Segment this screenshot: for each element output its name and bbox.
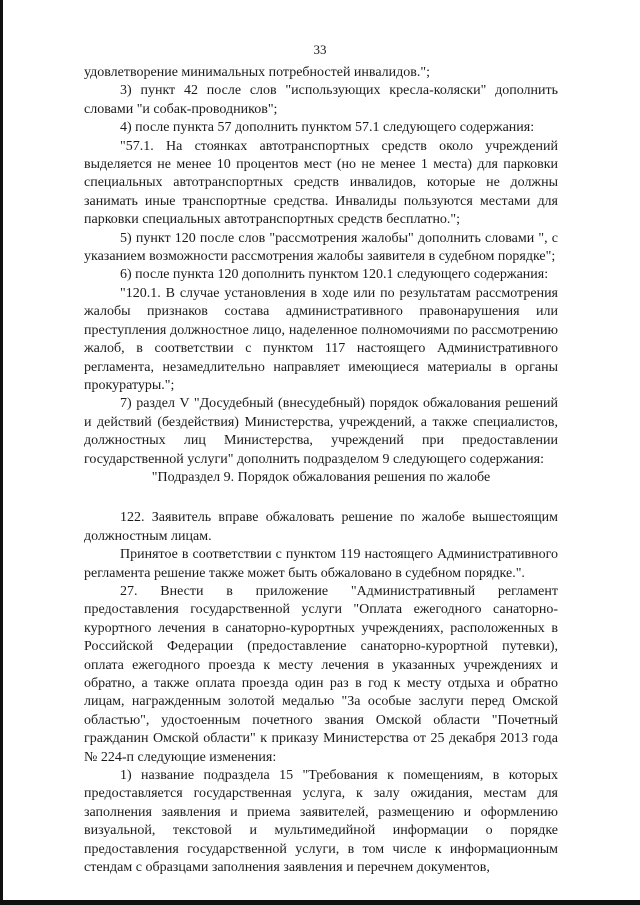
paragraph-item-27: 27. Внести в приложение "Административный регламент предоставления государственной услуги "Оплата ежегодного санаторно-курортного лечения в санаторно-курортных учреждениях, расположенных в Российской Федерации (предоставление санаторно-курортной путевки), оплата ежегодного проезда к месту лечения в указанных учреждениях и обратно, а также оплата проезда один раз в год к месту отдыха и обратно лицам, награжденным золотой медалью "За особые заслуги перед Омской областью", удостоенным почетного звания Омской области "Почетный гражданин Омской области" к приказу Министерства от 25 декабря 2013 года № 224-п следующие изменения: <box>84 583 558 765</box>
page-number: 33 <box>313 42 327 57</box>
paragraph-item-7: 7) раздел V "Досудебный (внесудебный) порядок обжалования решений и действий (бездействия) Министерства, учреждений, а также специалистов, должностных лиц Министерства, учреждений при предоставлении государственной услуги" дополнить подразделом 9 следующего содержания: <box>84 396 558 467</box>
paragraph-subitem-1: 1) название подраздела 15 "Требования к помещениям, в которых предоставляется государственная услуга, к залу ожидания, местам для заполнения заявления и приема заявителей, размещению и оформлению визуальной, текстовой и мультимедийной информации о порядке предоставления государственной услуги, в том числе к информационным стендам с образцами заполнения заявления и перечнем документов, <box>84 768 558 876</box>
paragraph-clause-122: 122. Заявитель вправе обжаловать решение по жалобе вышестоящим должностным лицам. <box>84 510 558 544</box>
paragraph-decision-appeal: Принятое в соответствии с пунктом 119 настоящего Административного регламента решение также может быть обжаловано в судебном порядке.". <box>84 547 558 581</box>
paragraph-clause-57-1: "57.1. На стоянках автотранспортных средств около учреждений выделяется не менее 10 процентов мест (но не менее 1 места) для парковки специальных автотранспортных средств инвалидов, которые не должны занимать иные транспортные средства. Инвалиды пользуются местами для парковки специальных автотранспортных средств бесплатно."; <box>84 138 558 228</box>
subsection-heading: "Подраздел 9. Порядок обжалования решения по жалобе <box>151 469 491 485</box>
scan-edge-left <box>0 0 3 905</box>
scan-edge-bottom <box>0 900 640 905</box>
paragraph-continuation: удовлетворение минимальных потребностей инвалидов."; <box>84 65 430 80</box>
paragraph-item-3: 3) пункт 42 после слов "использующих кресла-коляски" дополнить словами "и собак-проводников"; <box>84 83 558 117</box>
paragraph-clause-120-1: "120.1. В случае установления в ходе или по результатам рассмотрения жалобы признаков состава административного правонарушения или преступления должностное лицо, наделенное полномочиями по рассмотрению жалоб, в соответствии с пунктом 117 настоящего Административного регламента, незамедлительно направляет имеющиеся материалы в органы прокуратуры."; <box>84 285 558 393</box>
paragraph-item-4: 4) после пункта 57 дополнить пунктом 57.1 следующего содержания: <box>120 120 535 136</box>
document-body <box>84 64 558 877</box>
paragraph-item-6: 6) после пункта 120 дополнить пунктом 120.1 следующего содержания: <box>120 267 549 283</box>
paragraph-item-5: 5) пункт 120 после слов "рассмотрения жалобы" дополнить словами ", с указанием возможности рассмотрения жалобы заявителя в судебном порядке"; <box>84 230 558 265</box>
